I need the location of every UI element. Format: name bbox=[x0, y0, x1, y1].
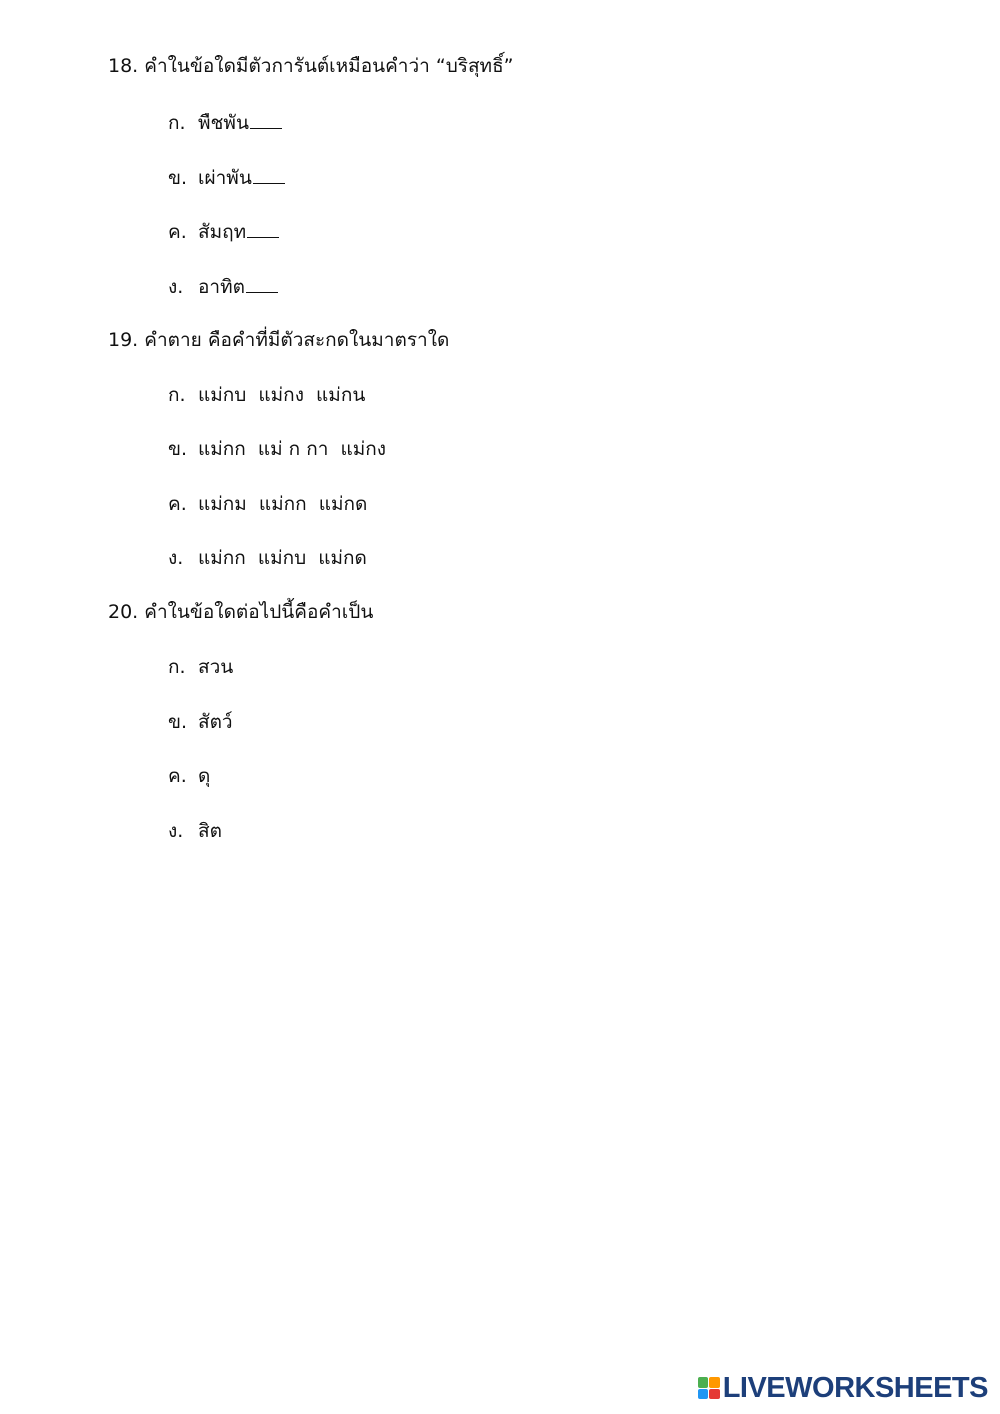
logo-square-green bbox=[698, 1377, 709, 1388]
choice-text: แม่กก แม่กบ แม่กด bbox=[198, 547, 367, 569]
q18-choice-b[interactable] bbox=[168, 163, 285, 191]
q20-choice-a[interactable] bbox=[168, 654, 233, 680]
question-20: 20. คำในข้อใดต่อไปนี้คือคำเป็น bbox=[108, 601, 374, 623]
answer-blank[interactable] bbox=[246, 272, 278, 293]
logo-square-orange bbox=[709, 1377, 720, 1388]
liveworksheets-logo-icon bbox=[698, 1377, 720, 1399]
answer-blank[interactable] bbox=[247, 217, 279, 238]
choice-label: ง. bbox=[168, 820, 184, 842]
q19-choice-a[interactable] bbox=[168, 382, 365, 408]
choice-label: ข. bbox=[168, 438, 188, 460]
choice-text: เผ่าพัน bbox=[198, 167, 252, 189]
choice-label: ค. bbox=[168, 765, 187, 787]
choice-label: ค. bbox=[168, 493, 187, 515]
choice-text: สัมฤท bbox=[198, 221, 247, 243]
choice-text: พืชพัน bbox=[198, 112, 249, 134]
choice-text: แม่กก แม่ ก กา แม่กง bbox=[198, 438, 387, 460]
choice-label: ค. bbox=[168, 221, 187, 243]
q20-choice-c[interactable] bbox=[168, 763, 210, 789]
question-18: 18. คำในข้อใดมีตัวการันต์เหมือนคำว่า “บริสุทธิ์” bbox=[108, 55, 514, 77]
q19-choice-c[interactable] bbox=[168, 491, 367, 517]
choice-label: ข. bbox=[168, 167, 188, 189]
choice-text: สิต bbox=[198, 820, 222, 842]
logo-square-red bbox=[709, 1389, 720, 1400]
answer-blank[interactable] bbox=[250, 108, 282, 129]
liveworksheets-brand bbox=[698, 1372, 988, 1404]
q18-choice-a[interactable] bbox=[168, 108, 282, 136]
choice-text: อาทิต bbox=[198, 276, 245, 298]
choice-text: สัตว์ bbox=[198, 711, 233, 733]
choice-label: ก. bbox=[168, 384, 186, 406]
q19-choice-b[interactable] bbox=[168, 436, 386, 462]
choice-label: ข. bbox=[168, 711, 188, 733]
q19-choice-d[interactable] bbox=[168, 545, 367, 571]
answer-blank[interactable] bbox=[253, 163, 285, 184]
choice-text: ดุ bbox=[198, 765, 211, 787]
choice-label: ก. bbox=[168, 112, 186, 134]
logo-square-blue bbox=[698, 1389, 709, 1400]
question-19: 19. คำตาย คือคำที่มีตัวสะกดในมาตราใด bbox=[108, 329, 450, 351]
q18-choice-d[interactable] bbox=[168, 272, 278, 300]
choice-text: แม่กม แม่กก แม่กด bbox=[198, 493, 368, 515]
choice-label: ง. bbox=[168, 276, 184, 298]
q18-choice-c[interactable] bbox=[168, 217, 279, 245]
choice-text: แม่กบ แม่กง แม่กน bbox=[198, 384, 366, 406]
q20-choice-b[interactable] bbox=[168, 709, 233, 735]
choice-label: ง. bbox=[168, 547, 184, 569]
choice-text: สวน bbox=[198, 656, 234, 678]
choice-label: ก. bbox=[168, 656, 186, 678]
q20-choice-d[interactable] bbox=[168, 818, 222, 844]
brand-name: LIVEWORKSHEETS bbox=[722, 1371, 988, 1404]
